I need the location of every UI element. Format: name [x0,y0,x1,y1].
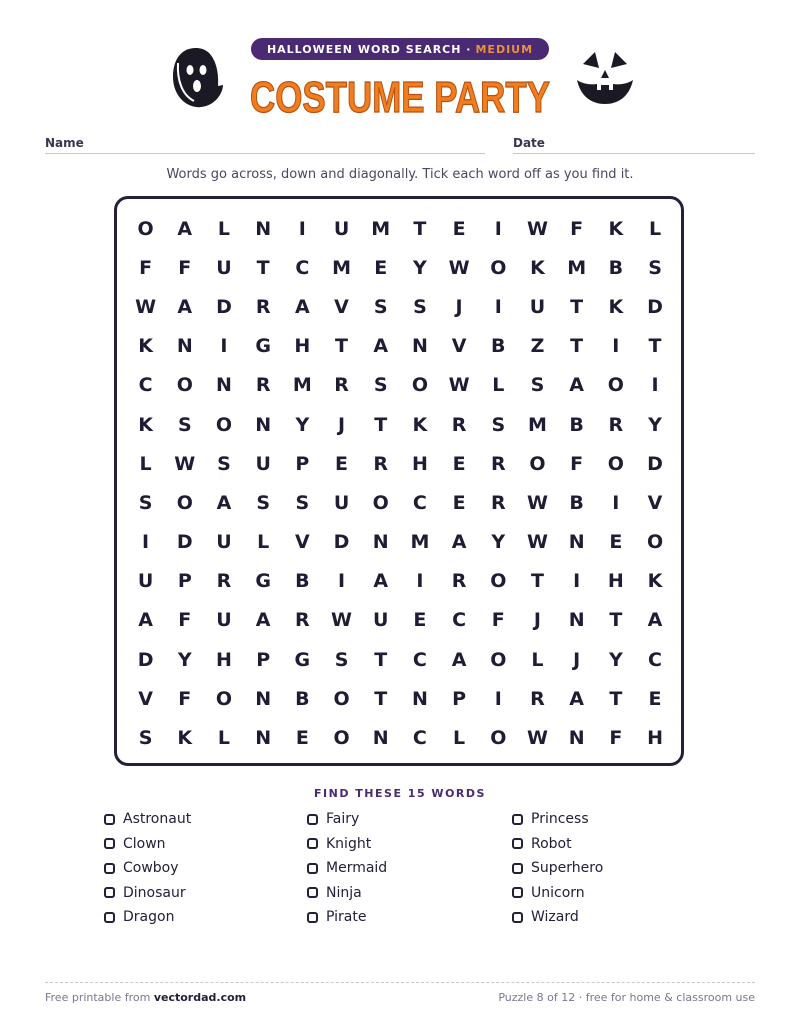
checkbox-icon[interactable] [307,838,318,849]
grid-letter[interactable]: S [491,413,506,436]
grid-letter[interactable]: T [413,217,427,240]
grid-letter[interactable]: N [176,335,193,358]
grid-letter[interactable]: F [609,727,623,750]
grid-letter[interactable]: L [217,217,231,240]
grid-letter[interactable]: O [490,570,507,593]
grid-letter[interactable]: A [647,609,663,632]
grid-letter[interactable]: U [137,570,154,593]
grid-letter[interactable]: T [570,335,584,358]
grid-letter[interactable]: T [256,256,270,279]
grid-letter[interactable]: F [491,609,505,632]
word-item[interactable] [104,859,179,877]
grid-letter[interactable]: O [176,374,193,397]
grid-letter[interactable]: U [255,452,271,475]
checkbox-icon[interactable] [104,863,115,874]
grid-letter[interactable]: R [608,413,624,436]
grid-letter[interactable]: B [491,335,506,358]
grid-letter[interactable]: E [609,531,623,554]
grid-letter[interactable]: Y [177,648,192,671]
grid-letter[interactable]: F [178,609,192,632]
grid-letter[interactable]: L [257,531,270,554]
grid-letter[interactable]: R [451,413,467,436]
grid-letter[interactable]: C [412,648,427,671]
grid-letter[interactable]: N [568,727,585,750]
grid-letter[interactable]: R [373,452,389,475]
grid-letter[interactable]: T [648,335,662,358]
grid-letter[interactable]: A [373,570,389,593]
grid-letter[interactable]: R [255,295,271,318]
grid-letter[interactable]: D [647,452,663,475]
grid-letter[interactable]: U [529,295,546,318]
grid-letter[interactable]: K [138,413,153,436]
grid-letter[interactable]: D [333,531,350,554]
grid-letter[interactable]: S [373,295,388,318]
grid-letter[interactable]: J [573,648,581,671]
word-label: Mermaid [326,860,388,876]
grid-letter[interactable]: C [295,256,310,279]
grid-letter[interactable]: L [139,452,152,475]
footer-info: Puzzle 8 of 12 · free for home & classroom use [498,991,755,1004]
grid-letter[interactable]: Y [413,256,427,279]
grid-letter[interactable]: E [452,217,466,240]
grid-letter[interactable]: T [570,295,584,318]
grid-letter[interactable]: E [374,256,388,279]
word-label: Princess [531,811,589,827]
grid-letter[interactable]: W [526,531,548,554]
grid-letter[interactable]: P [452,687,467,710]
grid-letter[interactable]: F [178,256,192,279]
grid-letter[interactable]: O [529,452,546,475]
grid-letter[interactable]: G [255,335,271,358]
grid-letter[interactable]: O [607,452,624,475]
grid-letter[interactable]: A [569,374,585,397]
checkbox-icon[interactable] [104,838,115,849]
grid-letter[interactable]: M [410,531,430,554]
grid-letter[interactable]: T [609,609,623,632]
grid-letter[interactable]: Y [295,413,310,436]
grid-letter[interactable]: A [255,609,271,632]
grid-letter[interactable]: B [569,413,584,436]
grid-letter[interactable]: O [607,374,624,397]
grid-letter[interactable]: F [570,217,584,240]
word-item[interactable] [307,859,387,877]
grid-letter[interactable]: O [372,491,389,514]
grid-letter[interactable]: R [490,491,506,514]
grid-letter[interactable]: H [294,335,311,358]
grid-letter[interactable]: E [335,452,349,475]
grid-letter[interactable]: N [255,687,272,710]
word-label: Pirate [326,909,367,925]
word-list-heading: FIND THESE 15 WORDS [314,787,486,800]
grid-letter[interactable]: O [490,256,507,279]
grid-letter[interactable]: T [374,413,388,436]
grid-letter[interactable]: U [216,609,232,632]
grid-letter[interactable]: K [177,727,193,750]
grid-letter[interactable]: O [646,531,664,554]
grid-letter[interactable]: F [139,256,153,279]
grid-letter[interactable]: B [295,570,310,593]
grid-letter[interactable]: C [648,648,662,671]
grid-letter[interactable]: S [256,491,270,514]
grid-letter[interactable]: L [531,648,544,671]
grid-letter[interactable]: Y [491,531,506,554]
grid-letter[interactable]: L [492,374,505,397]
instructions: Words go across, down and diagonally. Tick each word off as you find it. [166,167,634,182]
grid-letter[interactable]: N [255,217,272,240]
grid-letter[interactable]: R [451,570,467,593]
grid-letter[interactable]: L [648,217,662,240]
grid-letter[interactable]: F [570,452,584,475]
word-item[interactable] [307,908,366,926]
grid-letter[interactable]: O [137,217,154,240]
word-label: Knight [326,835,372,852]
checkbox-icon[interactable] [307,863,318,874]
grid-letter[interactable]: M [528,413,547,436]
grid-letter[interactable]: L [453,727,466,750]
grid-letter[interactable]: A [569,687,585,710]
checkbox-icon[interactable] [307,887,318,898]
checkbox-icon[interactable] [104,814,115,825]
grid-letter[interactable]: U [216,256,232,279]
grid-letter[interactable]: W [448,374,470,397]
word-item[interactable] [307,835,371,853]
grid-letter[interactable]: A [373,335,389,358]
word-label: Fairy [326,811,360,827]
word-label: Superhero [531,860,604,876]
grid-letter[interactable]: A [294,295,310,318]
word-list [0,810,800,935]
grid-letter[interactable]: D [137,648,154,671]
grid-letter[interactable]: S [138,491,153,514]
grid-letter[interactable]: N [216,374,232,397]
checkbox-icon[interactable] [512,814,523,825]
word-item[interactable] [104,884,186,902]
grid-letter[interactable]: S [413,295,427,318]
grid-letter[interactable]: M [371,217,391,240]
grid-letter[interactable]: I [494,217,502,240]
grid-letter[interactable]: B [608,256,624,279]
grid-letter[interactable]: E [295,727,309,750]
grid-letter[interactable]: S [530,374,545,397]
word-item[interactable] [512,859,603,877]
grid-letter[interactable]: E [648,687,662,710]
grid-letter[interactable]: N [568,531,585,554]
grid-letter[interactable]: O [215,687,233,710]
grid-letter[interactable]: W [448,256,470,279]
grid-letter[interactable]: V [334,295,349,318]
grid-letter[interactable]: V [647,491,663,514]
word-label: Ninja [326,884,362,901]
grid-letter[interactable]: K [530,256,545,279]
checkbox-icon[interactable] [307,814,318,825]
grid-letter[interactable]: N [411,687,428,710]
grid-letter[interactable]: C [412,491,427,514]
checkbox-icon[interactable] [512,863,523,874]
page-title [230,66,570,126]
grid-letter[interactable]: N [255,727,272,750]
grid-letter[interactable]: Y [648,413,662,436]
footer-divider [45,982,755,983]
grid-letter[interactable]: M [292,374,312,397]
grid-letter[interactable]: M [332,256,351,279]
badge-label: HALLOWEEN WORD SEARCH · [266,42,472,56]
date-line[interactable] [513,153,755,154]
grid-letter[interactable]: E [452,491,466,514]
grid-letter[interactable]: A [177,295,193,318]
grid-letter[interactable]: O [333,687,350,710]
grid-letter[interactable]: J [337,413,346,436]
grid-letter[interactable]: O [176,491,193,514]
pumpkin-icon [573,50,637,106]
grid-letter[interactable]: S [177,413,192,436]
grid-letter[interactable]: I [573,570,581,593]
word-label: Wizard [531,909,579,925]
word-label: Clown [123,835,166,852]
word-label: Dragon [123,909,175,925]
grid-letter[interactable]: J [455,295,463,318]
grid-letter[interactable]: Y [608,648,623,671]
word-label: Astronaut [123,811,192,827]
footer-credit-text: Free printable from [45,991,151,1004]
grid-letter[interactable]: N [411,335,428,358]
grid-letter[interactable]: M [567,256,587,279]
grid-letter[interactable]: I [612,491,620,514]
letter-grid [126,209,675,758]
ghost-icon [168,45,224,111]
grid-letter[interactable]: N [372,727,389,750]
grid-letter[interactable]: W [331,609,353,632]
word-item[interactable] [307,884,362,902]
grid-letter[interactable]: K [138,335,153,358]
difficulty-label: MEDIUM [475,42,534,56]
grid-letter[interactable]: O [490,727,507,750]
grid-letter[interactable]: T [530,570,544,593]
grid-letter[interactable]: F [178,687,192,710]
grid-letter[interactable]: S [217,452,231,475]
word-label: Robot [531,835,572,852]
grid-letter[interactable]: R [255,374,271,397]
grid-letter[interactable]: E [413,609,427,632]
word-label: Unicorn [531,884,585,901]
grid-letter[interactable]: K [608,217,624,240]
grid-letter[interactable]: S [334,648,349,671]
grid-letter[interactable]: I [494,687,502,710]
grid-letter[interactable]: I [416,570,424,593]
grid-letter[interactable]: G [255,570,271,593]
grid-letter[interactable]: Z [530,335,545,358]
grid-letter[interactable]: S [295,491,310,514]
grid-letter[interactable]: I [494,295,502,318]
name-line[interactable] [45,153,485,154]
grid-letter[interactable]: B [295,687,310,710]
grid-letter[interactable]: E [452,452,466,475]
footer-credit [45,991,246,1004]
grid-letter[interactable]: T [374,648,388,671]
grid-letter[interactable]: K [647,570,663,593]
grid-letter[interactable]: C [412,727,427,750]
grid-letter[interactable]: W [526,491,548,514]
word-item[interactable] [512,810,589,828]
grid-letter[interactable]: A [451,531,467,554]
grid-letter[interactable]: R [295,609,310,632]
grid-letter[interactable]: P [177,570,192,593]
checkbox-icon[interactable] [104,887,115,898]
puzzle-badge [251,38,549,60]
grid-letter[interactable]: A [177,217,193,240]
grid-letter[interactable]: W [135,295,157,318]
grid-letter[interactable]: U [216,531,232,554]
grid-letter[interactable]: I [298,217,306,240]
grid-letter[interactable]: S [648,256,662,279]
word-item[interactable] [512,884,585,902]
grid-letter[interactable]: H [216,648,232,671]
grid-letter[interactable]: C [138,374,153,397]
grid-letter[interactable]: L [217,727,231,750]
grid-letter[interactable]: O [411,374,428,397]
grid-letter[interactable]: D [216,295,232,318]
grid-letter[interactable]: O [333,727,350,750]
word-label: Dinosaur [123,884,186,901]
grid-letter[interactable]: G [294,648,311,671]
word-item[interactable] [307,810,359,828]
word-item[interactable] [104,810,191,828]
grid-letter[interactable]: I [142,531,150,554]
grid-letter[interactable]: T [609,687,623,710]
grid-letter[interactable]: A [216,491,232,514]
grid-letter[interactable]: U [333,491,350,514]
grid-letter[interactable]: U [373,609,389,632]
grid-letter[interactable]: I [337,570,346,593]
grid-letter[interactable]: K [608,295,624,318]
word-label: Cowboy [123,860,179,876]
grid-letter[interactable]: N [255,413,272,436]
grid-letter[interactable]: D [647,295,663,318]
word-item[interactable] [104,908,174,926]
date-label: Date [513,136,545,150]
grid-letter[interactable]: K [412,413,428,436]
grid-letter[interactable]: I [612,335,620,358]
grid-letter[interactable]: R [216,570,232,593]
grid-letter[interactable]: T [335,335,349,358]
grid-letter[interactable]: S [373,374,388,397]
grid-letter[interactable]: V [294,531,310,554]
grid-letter[interactable]: H [411,452,428,475]
grid-letter[interactable]: I [651,374,659,397]
grid-letter[interactable]: W [526,217,548,240]
grid-letter[interactable]: C [452,609,467,632]
grid-letter[interactable]: B [569,491,584,514]
grid-letter[interactable]: V [138,687,153,710]
checkbox-icon[interactable] [512,887,523,898]
word-item[interactable] [512,835,572,853]
grid-letter[interactable]: O [490,648,507,671]
name-label: Name [45,136,84,150]
grid-letter[interactable]: P [295,452,310,475]
grid-letter[interactable]: H [607,570,624,593]
site-link[interactable]: vectordad.com [153,991,247,1004]
grid-letter[interactable]: U [333,217,350,240]
grid-letter[interactable]: R [490,452,506,475]
grid-letter[interactable]: O [215,413,233,436]
word-item[interactable] [512,908,579,926]
grid-letter[interactable]: A [451,648,467,671]
word-item[interactable] [104,835,166,853]
grid-letter[interactable]: S [138,727,153,750]
title-text: COSTUME PARTY [250,73,550,122]
grid-letter[interactable]: W [526,727,548,750]
checkbox-icon[interactable] [512,838,523,849]
checkbox-icon[interactable] [307,912,318,923]
grid-letter[interactable]: V [451,335,467,358]
grid-letter[interactable]: R [334,374,349,397]
grid-letter[interactable]: I [220,335,228,358]
grid-letter[interactable]: R [530,687,545,710]
grid-letter[interactable]: W [174,452,196,475]
grid-letter[interactable]: J [533,609,541,632]
checkbox-icon[interactable] [512,912,523,923]
grid-letter[interactable]: N [372,531,389,554]
grid-letter[interactable]: T [374,687,388,710]
grid-letter[interactable]: D [176,531,193,554]
grid-letter[interactable]: H [647,727,663,750]
grid-letter[interactable]: A [138,609,153,632]
grid-letter[interactable]: P [256,648,271,671]
grid-letter[interactable]: N [568,609,585,632]
checkbox-icon[interactable] [104,912,115,923]
